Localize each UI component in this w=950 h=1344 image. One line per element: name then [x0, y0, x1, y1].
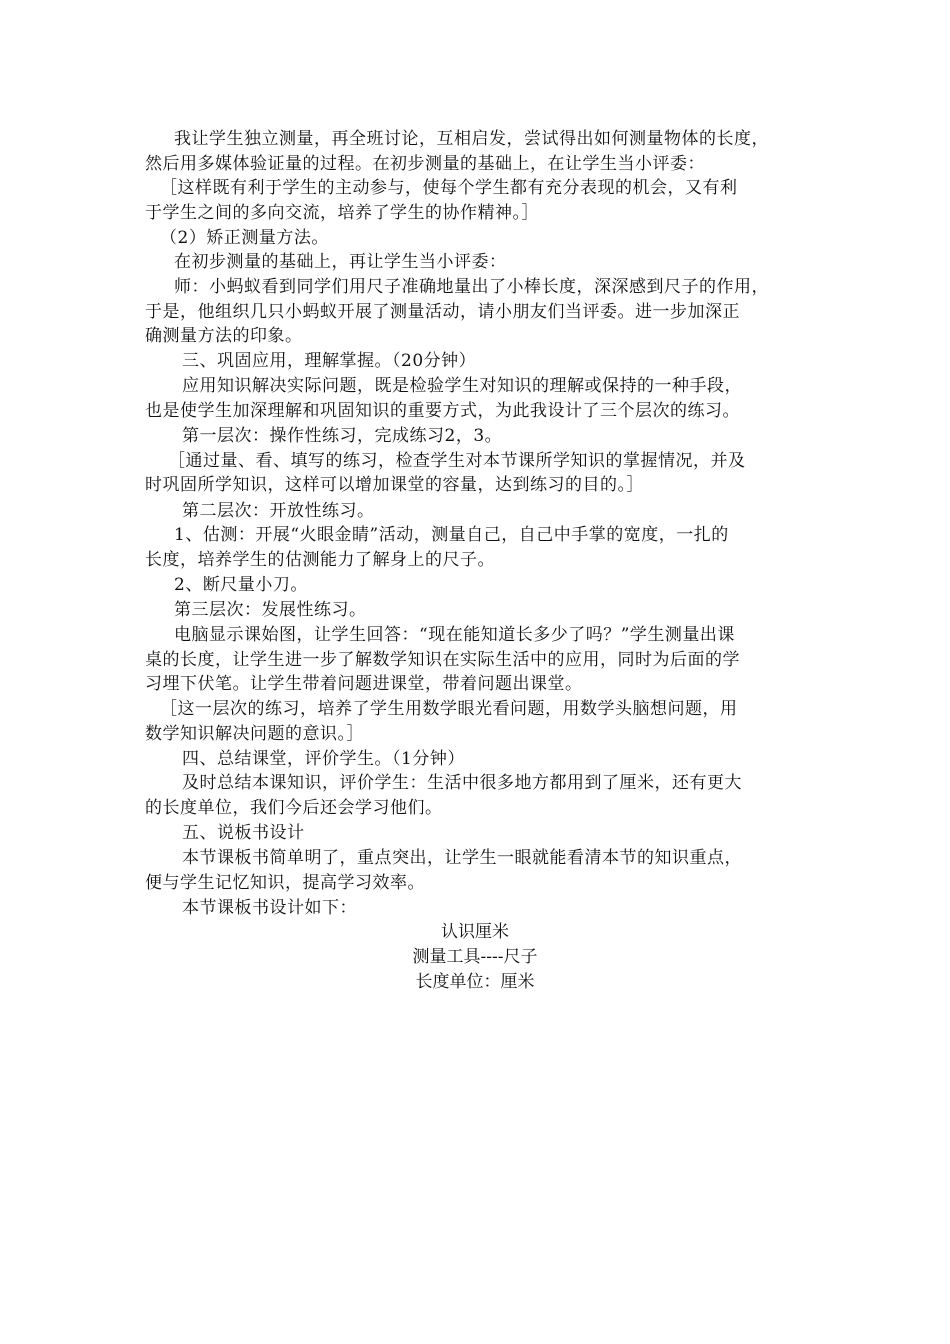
paragraph-line: ［这一层次的练习，培养了学生用数学眼光看问题，用数学头脑想问题，用 [160, 699, 738, 719]
paragraph-line: 2、断尺量小刀。 [174, 575, 308, 595]
board-title: 认识厘米 [441, 922, 509, 942]
paragraph-line: 便与学生记忆知识，提高学习效率。 [145, 873, 425, 893]
paragraph-line: 数学知识解决问题的意识。］ [145, 724, 364, 744]
paragraph-line: 应用知识解决实际问题，既是检验学生对知识的理解或保持的一种手段， [182, 376, 742, 396]
paragraph-line: （2）矫正测量方法。 [160, 228, 329, 248]
paragraph-line: ［这样既有利于学生的主动参与，使每个学生都有充分表现的机会，又有利 [160, 178, 738, 198]
board-line: 测量工具----尺子 [412, 947, 538, 967]
section-heading: 五、说板书设计 [182, 823, 305, 843]
paragraph-line: 第二层次：开放性练习。 [182, 501, 375, 521]
paragraph-line: 确测量方法的印象。 [145, 326, 303, 346]
paragraph-line: 及时总结本课知识，评价学生：生活中很多地方都用到了厘米，还有更大 [182, 773, 742, 793]
paragraph-line: 在初步测量的基础上，再让学生当小评委： [174, 252, 507, 272]
paragraph-line: 也是使学生加深理解和巩固知识的重要方式，为此我设计了三个层次的练习。 [145, 401, 740, 421]
paragraph-line: 桌的长度，让学生进一步了解数学知识在实际生活中的应用，同时为后面的学 [145, 650, 740, 670]
section-heading: 三、巩固应用，理解掌握。（20分钟） [182, 351, 477, 371]
paragraph-line: 的长度单位，我们今后还会学习他们。 [145, 798, 443, 818]
section-heading: 四、总结课堂，评价学生。（1分钟） [182, 749, 465, 769]
paragraph-line: 我让学生独立测量，再全班讨论，互相启发，尝试得出如何测量物体的长度， [174, 129, 769, 149]
paragraph-line: 第一层次：操作性练习，完成练习2，3。 [182, 426, 503, 446]
paragraph-line: 本节课板书设计如下： [182, 898, 357, 918]
paragraph-line: 然后用多媒体验证量的过程。在初步测量的基础上，在让学生当小评委： [145, 154, 705, 174]
paragraph-line: 习埋下伏笔。让学生带着问题进课堂，带着问题出课堂。 [145, 674, 583, 694]
paragraph-line: ［通过量、看、填写的练习，检查学生对本节课所学知识的掌握情况，并及 [168, 451, 746, 471]
paragraph-line: 于是，他组织几只小蚂蚁开展了测量活动，请小朋友们当评委。进一步加深正 [145, 302, 740, 322]
paragraph-line: 师：小蚂蚁看到同学们用尺子准确地量出了小棒长度，深深感到尺子的作用， [174, 277, 769, 297]
paragraph-line: 于学生之间的多向交流，培养了学生的协作精神。］ [145, 203, 539, 223]
paragraph-line: 电脑显示课始图，让学生回答：“现在能知道长多少了吗？”学生测量出课 [174, 625, 735, 645]
paragraph-line: 本节课板书简单明了，重点突出，让学生一眼就能看清本节的知识重点， [182, 848, 742, 868]
paragraph-line: 1、估测：开展“火眼金睛”活动，测量自己，自己中手掌的宽度，一扎的 [174, 525, 729, 545]
paragraph-line: 第三层次：发展性练习。 [174, 600, 367, 620]
paragraph-line: 长度，培养学生的估测能力了解身上的尺子。 [145, 550, 495, 570]
board-line: 长度单位：厘米 [415, 972, 535, 992]
paragraph-line: 时巩固所学知识，这样可以增加课堂的容量，达到练习的目的。］ [145, 475, 644, 495]
